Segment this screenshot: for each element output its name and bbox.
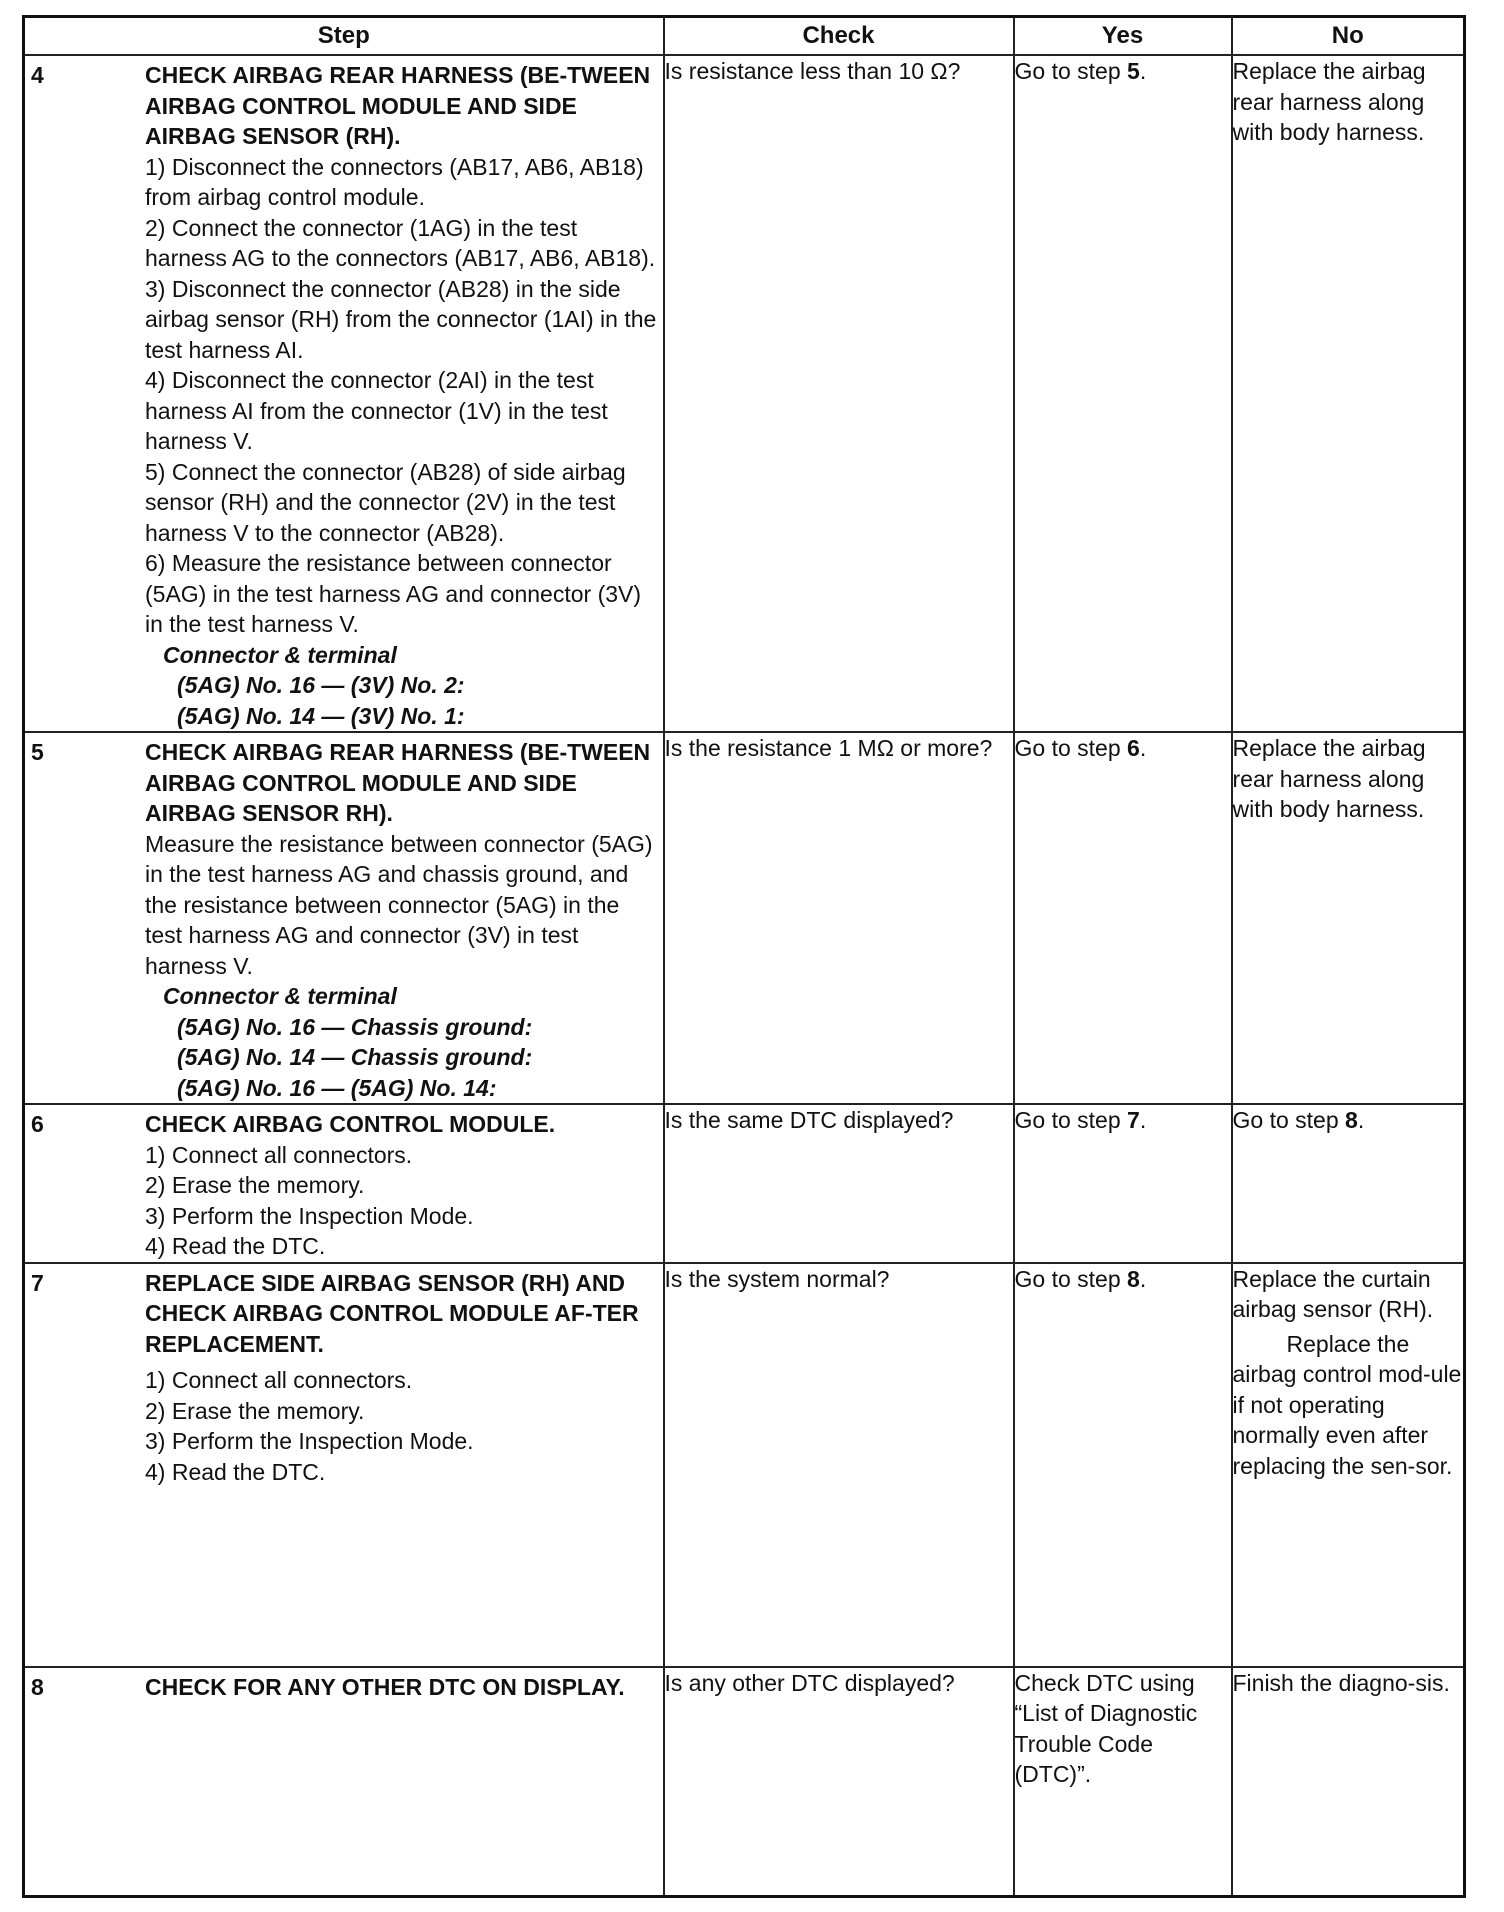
step-instruction: 3) Perform the Inspection Mode.	[145, 1202, 474, 1229]
no-text: Replace the curtain airbag sensor (RH).	[1232, 1265, 1434, 1322]
connector-terminal-heading: Connector & terminal	[163, 641, 397, 668]
step-title: CHECK AIRBAG REAR HARNESS (BE-TWEEN AIRBAG CONTROL MODULE AND SIDE AIRBAG SENSOR (RH).	[145, 62, 651, 149]
step-instruction: 2) Erase the memory.	[145, 1172, 365, 1198]
yes-cell	[1014, 55, 1232, 732]
no-step-link: 8	[1345, 1107, 1358, 1133]
yes-text: Go to step	[1014, 1265, 1128, 1292]
no-cell: Replace the airbag rear harness along with body harness.	[1232, 55, 1465, 732]
step-instruction: 5) Connect the connector (AB28) of side airbag sensor (RH) and the connector (2V) in the test harness V to the connector (AB28).	[145, 458, 626, 546]
table-row	[24, 1263, 1465, 1667]
connector-terminal-heading: Connector & terminal	[163, 983, 397, 1009]
yes-text: Go to step	[1014, 735, 1128, 761]
step-number: 8	[31, 1673, 44, 1700]
connector-terminal-line: (5AG) No. 14 — Chassis ground:	[177, 1044, 533, 1070]
no-cell: Replace the airbag rear harness along with body harness.	[1232, 732, 1465, 1104]
yes-suffix: .	[1139, 1265, 1147, 1292]
table-row	[24, 1667, 1465, 1897]
header-step: Step	[24, 17, 664, 56]
connector-terminal-line: (5AG) No. 14 — (3V) No. 1:	[177, 702, 465, 729]
yes-cell: Check DTC using “List of Diagnostic Trouble Code (DTC)”.	[1014, 1667, 1232, 1897]
check-cell: Is the resistance 1 MΩ or more?	[664, 732, 1014, 1104]
yes-suffix: .	[1139, 58, 1147, 84]
step-instruction: 6) Measure the resistance between connector (5AG) in the test harness AG and connector (3V) in the test harness V.	[145, 550, 642, 637]
step-number: 4	[31, 62, 44, 88]
header-no: No	[1232, 17, 1465, 56]
step-instruction: 2) Erase the memory.	[145, 1397, 365, 1424]
no-cell	[1232, 1104, 1465, 1263]
step-instruction: 2) Connect the connector (1AG) in the test harness AG to the connectors (AB17, AB6, AB18).	[145, 214, 656, 271]
yes-cell	[1014, 1263, 1232, 1667]
yes-step-link: 8	[1127, 1265, 1140, 1292]
yes-cell	[1014, 1104, 1232, 1263]
yes-step-link: 7	[1127, 1107, 1140, 1133]
no-cell	[1232, 1263, 1465, 1667]
step-number: 6	[31, 1111, 44, 1137]
yes-text: Go to step	[1014, 1107, 1128, 1133]
step-instruction: 1) Connect all connectors.	[145, 1367, 413, 1393]
step-title: CHECK AIRBAG REAR HARNESS (BE-TWEEN AIRBAG CONTROL MODULE AND SIDE AIRBAG SENSOR RH).	[145, 739, 651, 826]
connector-terminal-line: (5AG) No. 16 — (5AG) No. 14:	[177, 1074, 497, 1101]
no-suffix: .	[1357, 1107, 1365, 1133]
step-cell	[24, 732, 664, 1104]
check-cell: Is resistance less than 10 Ω?	[664, 55, 1014, 732]
no-text: Go to step	[1232, 1107, 1346, 1133]
step-instruction: 4) Read the DTC.	[145, 1458, 326, 1485]
no-cell: Finish the diagno-sis.	[1232, 1667, 1465, 1897]
step-instruction: Measure the resistance between connector (5AG) in the test harness AG and chassis ground, and the resistance between connector (5AG) in the test harness AG and connector (3V) in test harness V.	[145, 830, 653, 979]
table-row	[24, 55, 1465, 732]
yes-text: Go to step	[1014, 58, 1128, 84]
check-cell: Is the same DTC displayed?	[664, 1104, 1014, 1263]
step-instruction: 4) Disconnect the connector (2AI) in the test harness AI from the connector (1V) in the test harness V.	[145, 367, 608, 454]
step-instruction: 3) Disconnect the connector (AB28) in the side airbag sensor (RH) from the connector (1AI) in the test harness AI.	[145, 275, 657, 363]
yes-cell	[1014, 732, 1232, 1104]
header-check: Check	[664, 17, 1014, 56]
yes-suffix: .	[1139, 735, 1147, 761]
diagnostic-table	[22, 15, 1466, 1898]
step-title: CHECK FOR ANY OTHER DTC ON DISPLAY.	[145, 1673, 625, 1700]
step-number: 7	[31, 1269, 44, 1296]
yes-step-link: 6	[1127, 735, 1140, 761]
step-instruction: 4) Read the DTC.	[145, 1233, 326, 1259]
check-cell: Is the system normal?	[664, 1263, 1014, 1667]
no-extra-text: Replace the airbag control mod-ule if not operating normally even after replacing the sen-sor.	[1232, 1330, 1462, 1479]
step-cell	[24, 1104, 664, 1263]
header-row	[24, 17, 1465, 56]
connector-terminal-line: (5AG) No. 16 — Chassis ground:	[177, 1013, 533, 1040]
yes-suffix: .	[1139, 1107, 1147, 1133]
check-cell: Is any other DTC displayed?	[664, 1667, 1014, 1897]
step-number: 5	[31, 739, 44, 765]
step-title: CHECK AIRBAG CONTROL MODULE.	[145, 1111, 556, 1137]
table-row	[24, 1104, 1465, 1263]
step-instruction: 1) Disconnect the connectors (AB17, AB6, AB18) from airbag control module.	[145, 153, 644, 210]
step-cell	[24, 1667, 664, 1897]
step-title: REPLACE SIDE AIRBAG SENSOR (RH) AND CHECK AIRBAG CONTROL MODULE AF-TER REPLACEMENT.	[145, 1269, 639, 1357]
header-yes: Yes	[1014, 17, 1232, 56]
step-instruction: 1) Connect all connectors.	[145, 1141, 413, 1168]
table-row	[24, 732, 1465, 1104]
yes-step-link: 5	[1127, 58, 1140, 84]
connector-terminal-line: (5AG) No. 16 — (3V) No. 2:	[177, 672, 465, 698]
step-cell	[24, 55, 664, 732]
step-cell	[24, 1263, 664, 1667]
step-instruction: 3) Perform the Inspection Mode.	[145, 1428, 474, 1454]
